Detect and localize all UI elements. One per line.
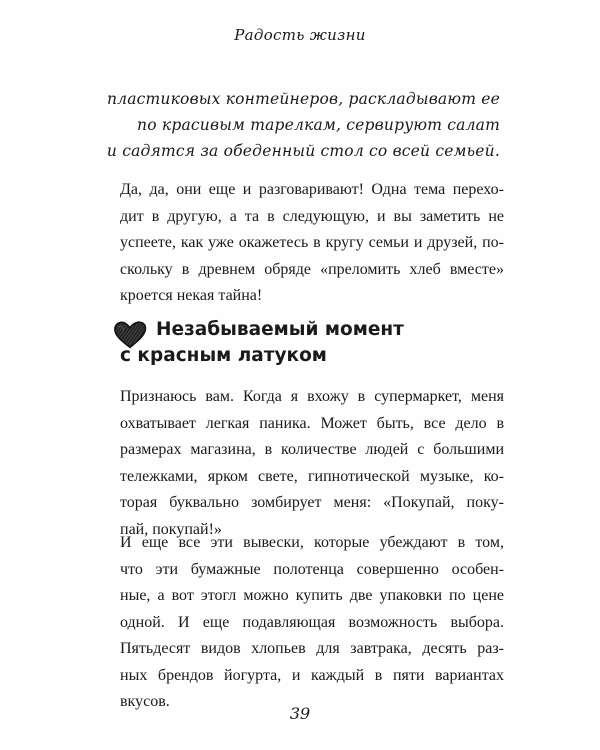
text-line: размерах магазина, в количестве людей с большими — [120, 441, 504, 458]
section-heading — [120, 317, 500, 369]
text-line: ных брендов йогурта, и каждый в пяти вариантах — [120, 666, 504, 684]
paragraph-2 — [120, 384, 504, 543]
section-title-line-2: с красным латуком — [120, 345, 327, 366]
section-title-line-1: Незабываемый момент — [156, 319, 404, 340]
text-line: торая буквально зомбирует меня: «Покупай, поку- — [120, 494, 504, 511]
text-line: что эти бумажные полотенца совершенно особен- — [120, 560, 504, 578]
text-line: кроется некая тайна! — [120, 287, 263, 304]
text-line: вкусов. — [120, 693, 170, 710]
script-line: и садятся за обеденный стол со всей семьей. — [106, 142, 500, 160]
script-quote — [100, 86, 500, 164]
text-line: И еще все эти вывески, которые убеждают в том, — [120, 534, 504, 551]
text-line: одной. И еще подавляющая возможность выбора. — [120, 613, 504, 631]
text-line: дит в другую, а та в следующую, и вы заметить не — [120, 207, 504, 225]
heart-icon — [112, 320, 148, 350]
page-number: 39 — [289, 704, 311, 723]
text-line: Да, да, они еще и разговаривают! Одна тема перехо- — [120, 181, 504, 198]
paragraph-1 — [120, 177, 504, 310]
text-line: ные, а вот этогл можно купить две упаковки по цене — [120, 587, 504, 604]
text-line: тележками, ярком свете, гипнотической музыке, ко- — [120, 467, 504, 485]
text-line: охватывает легкая паника. Может быть, все дело в — [120, 414, 504, 432]
text-line: успеете, как уже окажетесь в кругу семьи и друзей, по- — [120, 234, 504, 251]
script-line: пластиковых контейнеров, раскладывают ее — [106, 90, 500, 108]
running-header: Радость жизни — [234, 26, 366, 44]
text-line: Признаюсь вам. Когда я вхожу в супермаркет, меня — [120, 388, 504, 405]
text-line: пай, покупай!» — [120, 520, 222, 538]
paragraph-3 — [120, 530, 504, 716]
text-line: Пятьдесят видов хлопьев для завтрака, десять раз- — [120, 640, 504, 657]
script-line: по красивым тарелкам, сервируют салат — [137, 116, 500, 134]
text-line: скольку в древнем обряде «преломить хлеб вместе» — [120, 260, 504, 278]
